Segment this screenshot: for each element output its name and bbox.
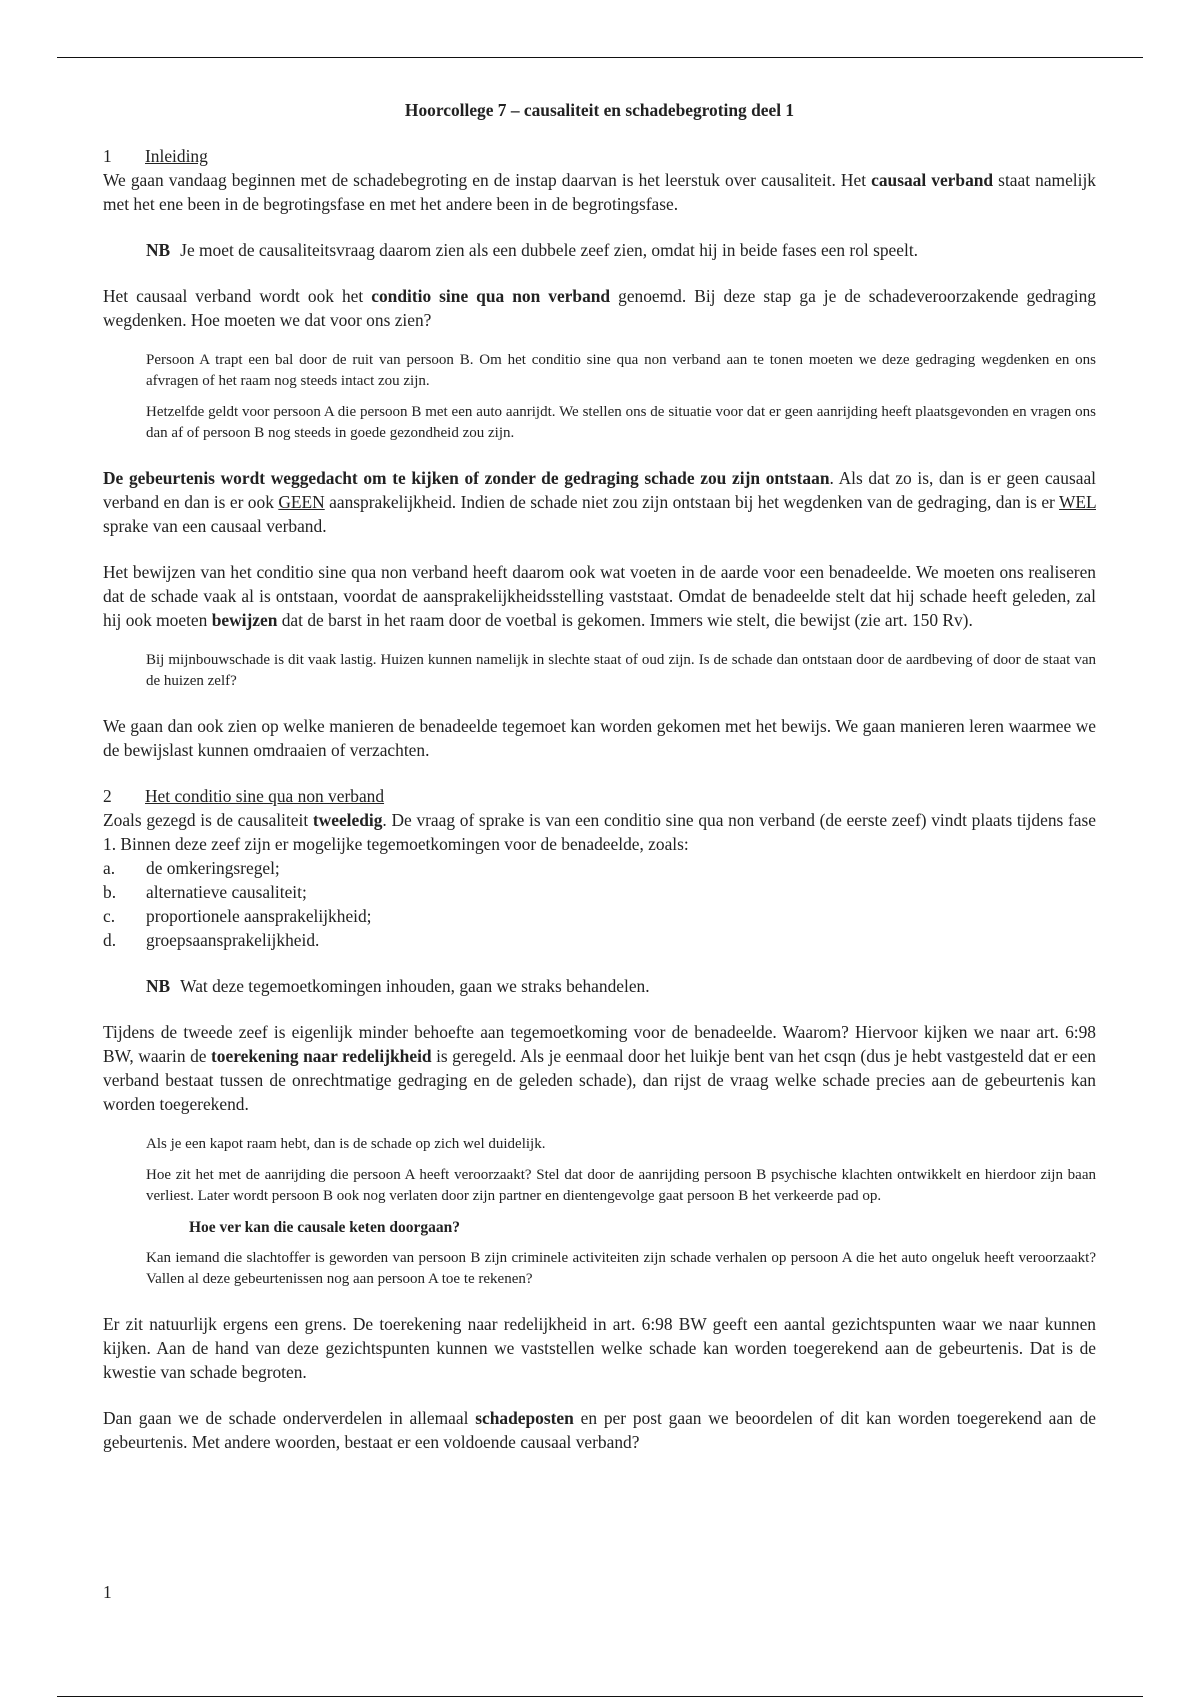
nb-label: NB [146, 240, 171, 260]
text: Dan gaan we de schade onderverdelen in allemaal [103, 1408, 476, 1428]
list-marker: b. [103, 882, 117, 902]
text: We gaan vandaag beginnen met de schadebegroting en de instap daarvan is het leerstuk over causaliteit. Het [103, 170, 872, 190]
bottom-rule [57, 1696, 1143, 1697]
list-marker: d. [103, 930, 117, 950]
example-text: Hoe zit het met de aanrijding die persoon A heeft veroorzaakt? Stel dat door de aanrijding persoon B psychische klachten ontwikkelt en hierdoor zijn baan verliest. Later wordt persoon B ook nog verlaten door zijn partner en dientengevolge gaat persoon B het verkeerde pad op. [146, 1167, 1096, 1204]
example-text: Bij mijnbouwschade is dit vaak lastig. Huizen kunnen namelijk in slechte staat of oud zijn. Is de schade dan ontstaan door de aardbeving of door de staat van de huizen zelf? [146, 652, 1096, 689]
section-2-number: 2 [103, 786, 112, 806]
text: Het causaal verband wordt ook het [103, 286, 372, 306]
example-text: Als je een kapot raam hebt, dan is de schade op zich wel duidelijk. [146, 1136, 546, 1152]
section-1-number: 1 [103, 146, 112, 166]
list-text: de omkeringsregel; [146, 858, 280, 878]
bold-text: conditio sine qua non verband [371, 286, 611, 306]
bold-text: schadeposten [475, 1408, 574, 1428]
list-marker: c. [103, 906, 116, 926]
document-title: Hoorcollege 7 – causaliteit en schadebegroting deel 1 [404, 100, 795, 120]
list-text: alternatieve causaliteit; [146, 882, 307, 902]
text: aansprakelijkheid. Indien de schade niet zou zijn ontstaan bij het wegdenken van de gedraging, dan is er [324, 492, 1059, 512]
bold-text: bewijzen [211, 610, 278, 630]
example-question: Hoe ver kan die causale keten doorgaan? [189, 1219, 460, 1236]
text: dat de barst in het raam door de voetbal is gekomen. Immers wie stelt, die bewijst (zie art. 150 Rv). [277, 610, 973, 630]
example-text: Hetzelfde geldt voor persoon A die persoon B met een auto aanrijdt. We stellen ons de situatie voor dat er geen aanrijding heeft plaatsgevonden en vragen ons dan af of persoon B nog steeds in goede gezondheid zou zijn. [146, 404, 1096, 441]
section-1-title: Inleiding [145, 146, 208, 166]
page-number: 1 [103, 1582, 112, 1602]
nb-label: NB [146, 976, 171, 996]
paragraph: Er zit natuurlijk ergens een grens. De toerekening naar redelijkheid in art. 6:98 BW geeft een aantal gezichtspunten waar we naar kunnen kijken. Aan de hand van deze gezichtspunten kunnen we vaststellen welke schade kan worden toegerekend aan de gebeurtenis. Dat is de kwestie van schade begroten. [103, 1314, 1096, 1382]
text: . Als dat zo is, dan is er geen causaal verband en dan is er ook [103, 468, 1097, 512]
top-rule [57, 57, 1143, 58]
paragraph [103, 168, 1096, 216]
list-text: groepsaansprakelijkheid. [146, 930, 320, 950]
underlined-text: GEEN [278, 492, 325, 512]
example-text: Kan iemand die slachtoffer is geworden van persoon B zijn criminele activiteiten zijn schade verhalen op persoon A die het auto ongeluk heeft veroorzaakt? Vallen al deze gebeurtenissen nog aan persoon A toe te rekenen? [146, 1250, 1096, 1287]
text: en per post gaan we beoordelen of dit kan worden toegerekend aan de gebeurtenis. Met andere woorden, bestaat er een voldoende causaal verband? [103, 1408, 1096, 1452]
text: staat namelijk met het ene been in de begrotingsfase en met het andere been in de begrotingsfase. [103, 170, 1096, 214]
text: Tijdens de tweede zeef is eigenlijk minder behoefte aan tegemoetkoming voor de benadeelde. Waarom? Hiervoor kijken we naar art. 6:98 BW, waarin de [103, 1022, 1096, 1066]
enumerated-list [103, 856, 1096, 952]
paragraph [103, 466, 1096, 538]
section-2-heading [103, 784, 384, 808]
bold-text: De gebeurtenis wordt weggedacht om te kijken of zonder de gedraging schade zou zijn ontstaan [103, 468, 830, 488]
paragraph [103, 808, 1096, 856]
paragraph [103, 1406, 1096, 1454]
document-page [103, 98, 1096, 1454]
paragraph [103, 284, 1096, 332]
list-text: proportionele aansprakelijkheid; [146, 906, 372, 926]
nb-text: Wat deze tegemoetkomingen inhouden, gaan we straks behandelen. [180, 976, 650, 996]
underlined-text: WEL [1058, 492, 1096, 512]
text: Het bewijzen van het conditio sine qua non verband heeft daarom ook wat voeten in de aarde voor een benadeelde. We moeten ons realiseren dat de schade vaak al is ontstaan, voordat de aansprakelijkheidsstelling vaststaat. Omdat de benadeelde stelt dat hij schade heeft geleden, zal hij ook moeten [103, 562, 1096, 630]
example-text: Persoon A trapt een bal door de ruit van persoon B. Om het conditio sine qua non verband aan te tonen moeten we deze gedraging wegdenken en ons afvragen of het raam nog steeds intact zou zijn. [146, 352, 1096, 389]
paragraph: We gaan dan ook zien op welke manieren de benadeelde tegemoet kan worden gekomen met het bewijs. We gaan manieren leren waarmee we de bewijslast kunnen omdraaien of verzachten. [103, 716, 1096, 760]
list-item [103, 904, 1096, 928]
section-2-title: Het conditio sine qua non verband [145, 786, 385, 806]
bold-text: tweeledig [312, 810, 383, 830]
list-item [103, 880, 1096, 904]
paragraph [103, 560, 1096, 632]
list-marker: a. [103, 858, 116, 878]
list-item [103, 928, 1096, 952]
text: . De vraag of sprake is van een conditio sine qua non verband (de eerste zeef) vindt plaats tijdens fase 1. Binnen deze zeef zijn er mogelijke tegemoetkomingen voor de benadeelde, zoals: [103, 810, 1096, 854]
bold-text: toerekening naar redelijkheid [210, 1046, 432, 1066]
paragraph [103, 1020, 1096, 1116]
bold-text: causaal verband [871, 170, 994, 190]
nb-note [146, 238, 1096, 262]
text: genoemd. Bij deze stap ga je de schadeveroorzakende gedraging wegdenken. Hoe moeten we dat voor ons zien? [103, 286, 1096, 330]
text: Zoals gezegd is de causaliteit [103, 810, 313, 830]
text: is geregeld. Als je eenmaal door het luikje bent van het csqn (dus je hebt vastgesteld dat er een verband bestaat tussen de onrechtmatige gedraging en de geleden schade), dan rijst de vraag welke schade precies aan de gebeurtenis kan worden toegerekend. [103, 1046, 1096, 1114]
section-1-heading [103, 144, 208, 168]
list-item [103, 856, 1096, 880]
nb-note [146, 974, 1096, 998]
text: sprake van een causaal verband. [103, 516, 327, 536]
nb-text: Je moet de causaliteitsvraag daarom zien als een dubbele zeef zien, omdat hij in beide fases een rol speelt. [180, 240, 919, 260]
